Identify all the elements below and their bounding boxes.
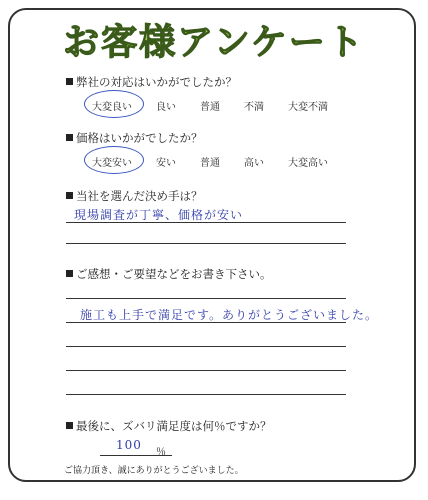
q2-option-2[interactable]: 安い <box>156 158 176 169</box>
q1-option-2[interactable]: 良い <box>156 102 176 113</box>
question-3-answer: 現場調査が丁寧、価格が安い <box>74 208 244 222</box>
answer-line <box>66 370 346 371</box>
question-2 <box>66 130 203 146</box>
q1-option-4[interactable]: 不満 <box>244 102 264 113</box>
question-4-label: ご感想・ご要望などをお書き下さい。 <box>76 267 272 281</box>
question-1 <box>66 74 237 90</box>
q1-option-1[interactable]: 大変良い <box>92 102 132 113</box>
q2-option-3[interactable]: 普通 <box>200 158 220 169</box>
question-3-label: 当社を選んだ決め手は？ <box>76 189 203 203</box>
question-2-label: 価格はいかがでしたか？ <box>76 131 203 145</box>
question-5 <box>66 418 272 434</box>
answer-line <box>66 243 346 244</box>
answer-line <box>66 222 346 223</box>
q2-option-4[interactable]: 高い <box>244 158 264 169</box>
answer-line <box>66 298 346 299</box>
question-1-label: 弊社の対応はいかがでしたか？ <box>76 75 237 89</box>
bullet-square-icon <box>66 134 73 141</box>
answer-line <box>66 394 346 395</box>
bullet-square-icon <box>66 422 73 429</box>
bullet-square-icon <box>66 192 73 199</box>
q1-option-5[interactable]: 大変不満 <box>288 102 328 113</box>
question-4 <box>66 266 272 282</box>
q2-option-1[interactable]: 大変安い <box>92 158 132 169</box>
question-3 <box>66 188 203 204</box>
question-5-label: 最後に、ズバリ満足度は何％ですか？ <box>76 419 272 433</box>
question-4-answer: 施工も上手で満足です。ありがとうございました。 <box>80 308 379 322</box>
survey-title: お客様アンケート <box>63 22 365 63</box>
bullet-square-icon <box>66 78 73 85</box>
percent-unit: ％ <box>156 447 166 458</box>
answer-line <box>100 455 172 456</box>
q2-option-5[interactable]: 大変高い <box>288 158 328 169</box>
answer-line <box>66 322 346 323</box>
satisfaction-value: 100 <box>116 438 142 452</box>
bullet-square-icon <box>66 270 73 277</box>
q1-option-3[interactable]: 普通 <box>200 102 220 113</box>
thank-you-note: ご協力頂き、誠にありがとうございました。 <box>64 466 244 476</box>
answer-line <box>66 346 346 347</box>
